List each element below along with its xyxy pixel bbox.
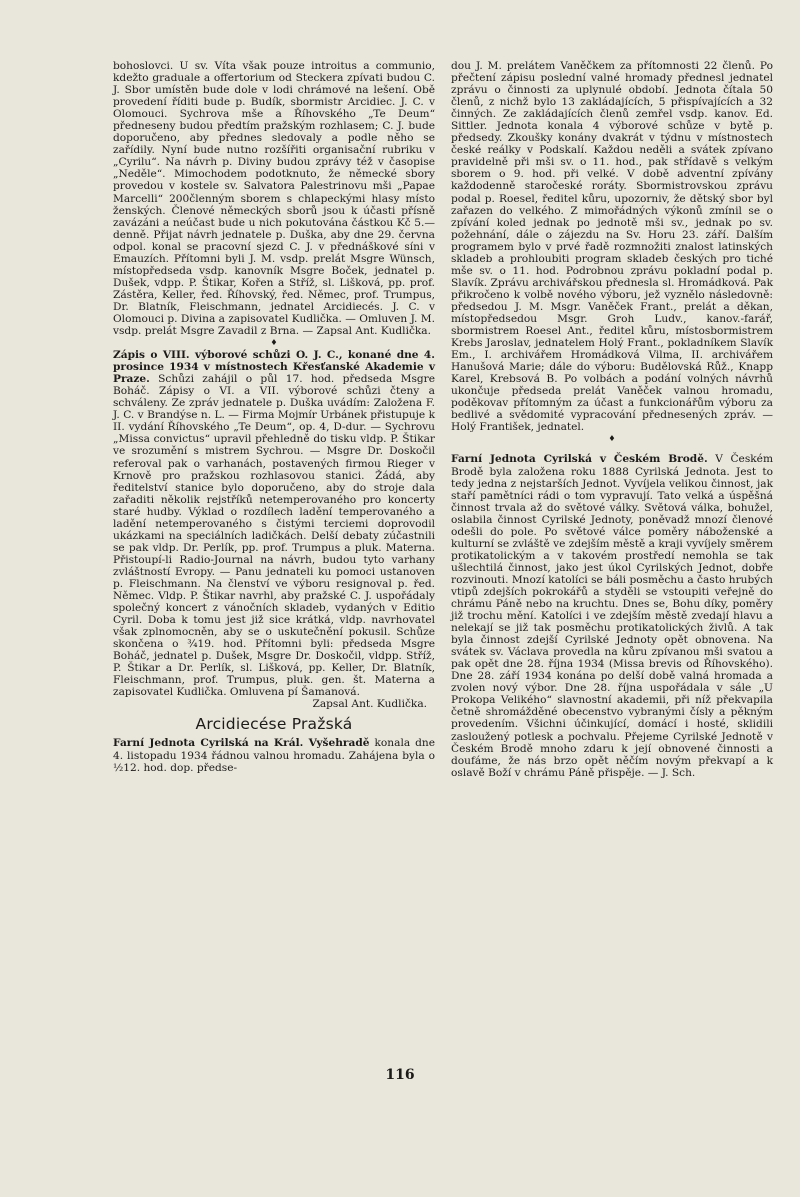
cesky-brod-title: Farní Jednota Cyrilská v Českém Brodě. [451,453,708,466]
page-number: 116 [385,1067,415,1083]
vysehrad-body: konala dne 4. listopadu 1934 řádnou valnou hromadu. Zahájena byla o ½12. hod. dop. předse- [113,737,435,774]
vysehrad-paragraph [113,737,435,773]
section-heading: Arcidiecése Pražská [195,715,353,734]
cesky-brod-paragraph [451,453,773,778]
vysehrad-continuation: dou J. M. prelátem Vaněčkem za přítomnosti 22 členů. Po přečtení zápisu poslední valné hromady přednesl jednatel zprávu o činnosti za uplynulé období. Jednota čítala 50 členů, z nichž bylo 13 zakládajících, 5 přispívajících a 32 činných. Ze zakládajících členů zemřel vsdp. kanov. Ed. Sittler. Jednota konala 4 výborové schůze v bytě p. předsedy. Zkoušky konány dvakrát v týdnu v místnostech české reálky v Podskalí. Každou neděli a svátek zpívano pravidelně při mši sv. o 11. hod., pak střídavě s velkým sborem o 9. hod. při velké. V době adventní zpívány každodenně staročeské roráty. Sbormistrovskou zprávu podal p. Roesel, ředitel kůru, upozorniv, že dětský sbor byl zařazen do velkého. Z mimořádných výkonů zmínil se o zpívání koled jednak po jednotě mši sv., jednak po sv. požehnání, dále o zájezdu na Sv. Horu 23. září. Dalším programem bylo v prvé řadě rozmnožiti znalost latinských skladeb a prohloubiti program skladeb českých pro tiché mše sv. o 11. hod. Podrobnou zprávu pokladní podal p. Slavík. Zprávu archivářskou přednesla sl. Hromádková. Pak přikročeno k volbě nového výboru, jež vyznělo následovně: předsedou J. M. Msgr. Vaněček Frant., prelát a děkan, místopředsedou Msgr. Groh Ludv., kanov.-farář, sbormistrem Roesel Ant., ředitel kůru, místosbormistrem Krebs Jaroslav, jednatelem Holý Frant., pokladníkem Slavík Em., I. archivářem Hromádková Vilma, II. archivářem Hanušová Marie; dále do výboru: Budělovská Růž., Knapp Karel, Krebsová B. Po volbách a podání volných návrhů ukončuje předseda prelát Vaněček valnou hromadu, poděkovav přítomným za účast a funkcionářům výboru za bedlivé a svědomité vypracování přednesených zpráv. — Holý František, jednatel. [451,60,773,434]
minutes-body: Schůzi zahájil o půl 17. hod. předseda Msgre Boháč. Zápisy o VI. a VII. výborové schůzi čteny a schváleny. Ze zpráv jednatele p. Duška uvádím: Založena F. J. C. v Brandýse n. L. — Firma Mojmír Urbánek přistupuje k II. vydání Říhovského „Te Deum“, op. 4, D-dur. — Sychrovu „Missa convictus“ upravil přehledně do tisku vldp. P. Štikar ve srozumění s mistrem Sychrou. — Msgre Dr. Doskočil referoval pak o varhanách, postavených firmou Rieger v Krnově pro pražskou rozhlasovou stanici. Žádá, aby ředitelství stanice bylo doporučeno, aby do stroje dala zařaditi několik rejstříků netemperovaného pro koncerty staré hudby. Výklad o rozdílech ladění temperovaného a ladění netemperovaného s čistými terciemi doprovodil ukázkami na speciálních ladičkách. Delší debaty zúčastnili se pak vldp. Dr. Perlík, pp. prof. Trumpus a pluk. Materna. Přistoupí-li Radio-Journal na návrh, budou tyto varhany zvláštností Evropy. — Panu jednateli ku pomoci ustanoven p. Fleischmann. Na členství ve výboru resignoval p. řed. Němec. Vldp. P. Štikar navrhl, aby pražské C. J. uspořádaly společný koncert z vánočních skladeb, vydaných v Editio Cyril. Doba k tomu jest již sice krátká, vldp. navrhovatel však zplnomocněn, aby se o uskutečnění pokusil. Schůze skončena o ¾19. hod. Přítomni byli: předseda Msgre Boháč, jednatel p. Dušek, Msgre Dr. Doskočil, vldpp. Stříž, P. Štikar a Dr. Perlík, sl. Lišková, pp. Keller, Dr. Blatník, Fleischmann, prof. Trumpus, pluk. gen. št. Materna a zapisovatel Kudlička. Omluvena pí Šamanová. [113,373,435,699]
cesky-brod-body: V Českém Brodě byla založena roku 1888 Cyrilská Jednota. Jest to tedy jedna z nejstarších Jednot. Vyvíjela velikou činnost, jak staří pamětníci rádi o tom vypravují. Tato velká a úspěšná činnost trvala až do světové války. Světová válka, bohužel, oslabila činnost Cyrilské Jednoty, poněvadž mnozí členové odešli do pole. Po světové válce poměry náboženské a kulturní se zvláště ve zdejším městě a kraji vyvíjely směrem protikatolickým a v takovém prostředí nemohla se tak ušlechtilá činnost, jako jest úkol Cyrilských Jednot, dobře rozvinouti. Mnozí katolíci se báli posměchu a často hrubých vtipů zdejších pokrokářů a styděli se vstoupiti veřejně do chrámu Páně nebo na kruchtu. Dnes se, Bohu díky, poměry již trochu mění. Katolíci i ve zdejším městě zvedají hlavu a nelekají se již tak posměchu protikatolických živlů. A tak byla činnost zdejší Cyrilské Jednoty opět obnovena. Na svátek sv. Václava provedla na kůru zpívanou mši svatou a pak opět dne 28. října 1934 (Missa brevis od Říhovského). Dne 28. září 1934 konána po delší době valná hromada a zvolen nový výbor. Dne 28. října uspořádala v sále „U Prokopa Velikého“ slavnostní akademii, při níž překvapila četně shromážděné obecenstvo vybranými čísly a pěkným provedením. Všichni účinkující, domácí i hosté, sklidili zasloužený potlesk a pochvalu. Přejeme Cyrilské Jednotě v Českém Brodě mnoho zdaru k její obnovené činnosti a doufáme, že nás brzo opět něčím novým překvapí a k oslavě Boží v chrámu Páně přispěje. — J. Sch. [451,453,773,779]
minutes-title: Zápis o VIII. výborové schůzi O. J. C., konané dne 4. prosince 1934 v místnostech Křesťanské Akademie v Praze. [113,349,435,386]
left-column [113,60,435,774]
section-separator: ♦ [270,338,278,348]
paragraph-continuation: bohoslovci. U sv. Víta však pouze introitus a communio, kdežto graduale a offertorium od Steckera zpívati budou C. J. Sbor umístěn bude dole v lodi chrámové na lešení. Obě provedení říditi bude p. Budík, sbormistr Arcidiec. J. C. v Olomouci. Sychrova mše a Říhovského „Te Deum“ předneseny budou předtím pražským rozhlasem; C. J. bude doporučeno, aby přednes sledovaly a podle něho se zařídily. Nyní bude nutno rozšířiti organisační rubriku v „Cyrilu“. Na návrh p. Diviny budou zprávy též v časopise „Neděle“. Mimochodem podotknuto, že německé sbory provedou v kostele sv. Salvatora Palestrinovu mši „Papae Marcelli“ 200členným sborem s chlapeckými hlasy místo ženských. Členové německých sborů jsou k účasti přísně zavázáni a neúčast bude u nich pokutována částkou Kč 5.— denně. Přijat návrh jednatele p. Duška, aby dne 29. června odpol. konal se pracovní sjezd C. J. v přednáškové síni v Emauzích. Přítomni byli J. M. vsdp. prelát Msgre Wünsch, místopředseda vsdp. kanovník Msgre Boček, jednatel p. Dušek, vdpp. P. Štikar, Kořen a Stříž, sl. Lišková, pp. prof. Zástěra, Keller, řed. Říhovský, řed. Němec, prof. Trumpus, Dr. Blatník, Fleischmann, jednatel Arcidiecés. J. C. v Olomouci p. Divina a zapisovatel Kudlička. — Omluven J. M. vsdp. prelát Msgre Zavadil z Brna. — Zapsal Ant. Kudlička. [113,60,435,338]
minutes-paragraph [113,349,435,698]
right-column [451,60,773,779]
section-separator-right: ♦ [608,434,616,444]
vysehrad-title: Farní Jednota Cyrilská na Král. Vyšehradě [113,737,370,750]
signature: Zapsal Ant. Kudlička. [312,698,427,711]
